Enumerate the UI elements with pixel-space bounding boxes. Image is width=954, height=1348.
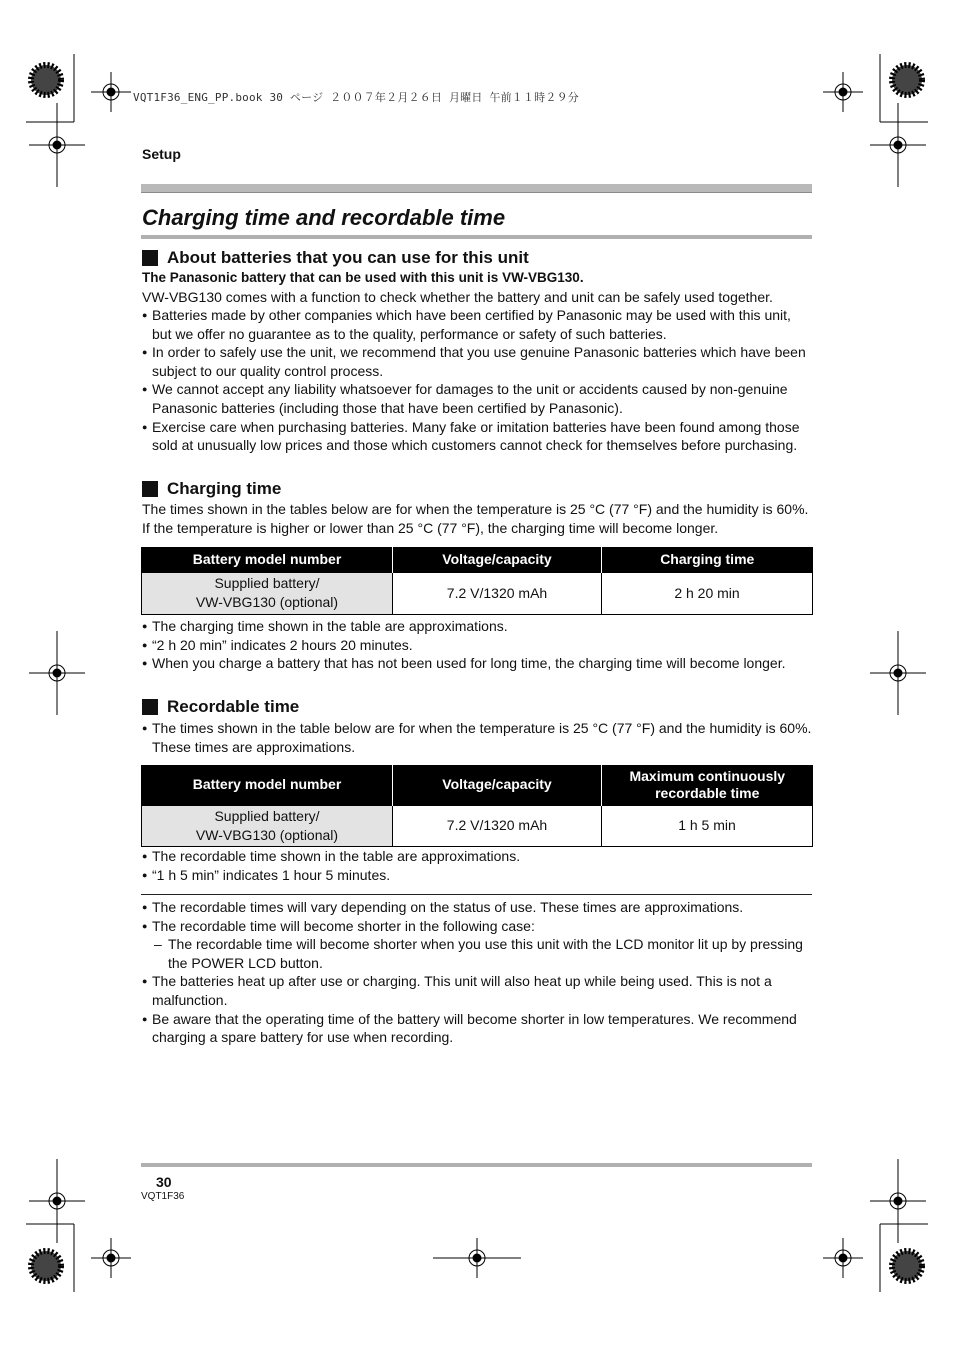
table-row	[142, 805, 813, 846]
list-item: ● The batteries heat up after use or charging. This unit will also heat up while being used. This is not a malfunction.	[142, 972, 814, 1009]
page-title: Charging time and recordable time	[142, 205, 506, 230]
print-header: VQT1F36_ENG_PP.book 30 ページ ２００７年２月２６日 月曜日 午前１１時２９分	[133, 91, 579, 104]
model-line: Supplied battery/	[214, 575, 320, 591]
header-line: Maximum continuously	[629, 767, 786, 784]
recordable-notes	[142, 847, 814, 884]
title-rule	[141, 235, 812, 239]
list-item: ● The recordable times will vary depending on the status of use. These times are approximations.	[142, 898, 814, 917]
section-label: Setup	[142, 146, 181, 162]
model-line: Supplied battery/	[214, 807, 320, 824]
batteries-heading-text: About batteries that you can use for this unit	[167, 248, 529, 267]
square-bullet-icon	[142, 250, 158, 266]
list-item: ● We cannot accept any liability whatsoever for damages to the unit or accidents caused by non-genuine Panasonic batteries (including those that have been certified by Panasonic).	[142, 380, 814, 417]
table-row	[142, 572, 813, 614]
list-item: ● Batteries made by other companies which have been certified by Panasonic may be used with this unit, but we offer no guarantee as to the quality, performance or safety of such batteries.	[142, 306, 814, 343]
recordable-heading-text: Recordable time	[167, 697, 300, 716]
list-item: ● Exercise care when purchasing batteries. Many fake or imitation batteries have been found among those sold at unusually low prices and those which customers cannot check for themselves before purchasing.	[142, 418, 814, 455]
square-bullet-icon	[142, 699, 158, 715]
list-item: ● The times shown in the table below are for when the temperature is 25 °C (77 °F) and the humidity is 60%. These times are approximations.	[142, 719, 814, 756]
list-item: ● Be aware that the operating time of the battery will become shorter in low temperatures. We recommend charging a spare battery for use when recording.	[142, 1010, 814, 1047]
list-item: ● In order to safely use the unit, we recommend that you use genuine Panasonic batteries which have been subject to our quality control process.	[142, 343, 814, 380]
model-code: VQT1F36	[141, 1191, 185, 1202]
charging-notes	[142, 617, 814, 673]
page-number: 30	[156, 1174, 172, 1190]
table-cell-time: 2 h 20 min	[602, 572, 813, 614]
list-item: ● When you charge a battery that has not been used for long time, the charging time will become longer.	[142, 654, 814, 673]
table-cell-time: 1 h 5 min	[602, 805, 813, 846]
footer-rule	[141, 1163, 812, 1167]
table-header: Voltage/capacity	[393, 547, 602, 572]
list-subitem: – The recordable time will become shorter when you use this unit with the LCD monitor lit up by pressing the POWER LCD button.	[142, 935, 814, 972]
table-cell-voltage: 7.2 V/1320 mAh	[393, 805, 602, 846]
list-item: ● The recordable time shown in the table are approximations.	[142, 847, 814, 866]
table-cell-model	[142, 805, 393, 846]
table-header: Battery model number	[142, 765, 393, 805]
batteries-bold-line: The Panasonic battery that can be used with this unit is VW-VBG130.	[142, 270, 584, 285]
charging-table	[141, 547, 813, 615]
charging-heading	[142, 479, 281, 499]
table-cell-model	[142, 572, 393, 614]
header-rule	[141, 184, 812, 193]
model-line: VW-VBG130 (optional)	[195, 826, 339, 843]
table-header	[602, 765, 813, 805]
table-header: Voltage/capacity	[393, 765, 602, 805]
list-item: ● The recordable time will become shorter in the following case:	[142, 917, 814, 936]
charging-intro: The times shown in the tables below are for when the temperature is 25 °C (77 °F) and the humidity is 60%. If the temperature is higher or lower than 25 °C (77 °F), the charging time will become longer.	[142, 501, 809, 536]
table-header: Charging time	[602, 547, 813, 572]
recordable-intro-list	[142, 719, 814, 756]
batteries-heading	[142, 248, 529, 268]
model-line: VW-VBG130 (optional)	[195, 594, 339, 610]
divider	[141, 894, 812, 895]
table-cell-voltage: 7.2 V/1320 mAh	[393, 572, 602, 614]
final-notes	[142, 898, 814, 1047]
list-item: ● The charging time shown in the table are approximations.	[142, 617, 814, 636]
table-header: Battery model number	[142, 547, 393, 572]
recordable-table	[141, 765, 813, 847]
header-line: recordable time	[655, 784, 760, 801]
list-item: ● “1 h 5 min” indicates 1 hour 5 minutes.	[142, 866, 814, 885]
batteries-intro: VW-VBG130 comes with a function to check whether the battery and unit can be safely used together.	[142, 289, 773, 305]
batteries-bullets	[142, 306, 814, 455]
square-bullet-icon	[142, 481, 158, 497]
charging-heading-text: Charging time	[167, 479, 282, 498]
recordable-heading	[142, 697, 299, 717]
list-item: ● “2 h 20 min” indicates 2 hours 20 minutes.	[142, 636, 814, 655]
